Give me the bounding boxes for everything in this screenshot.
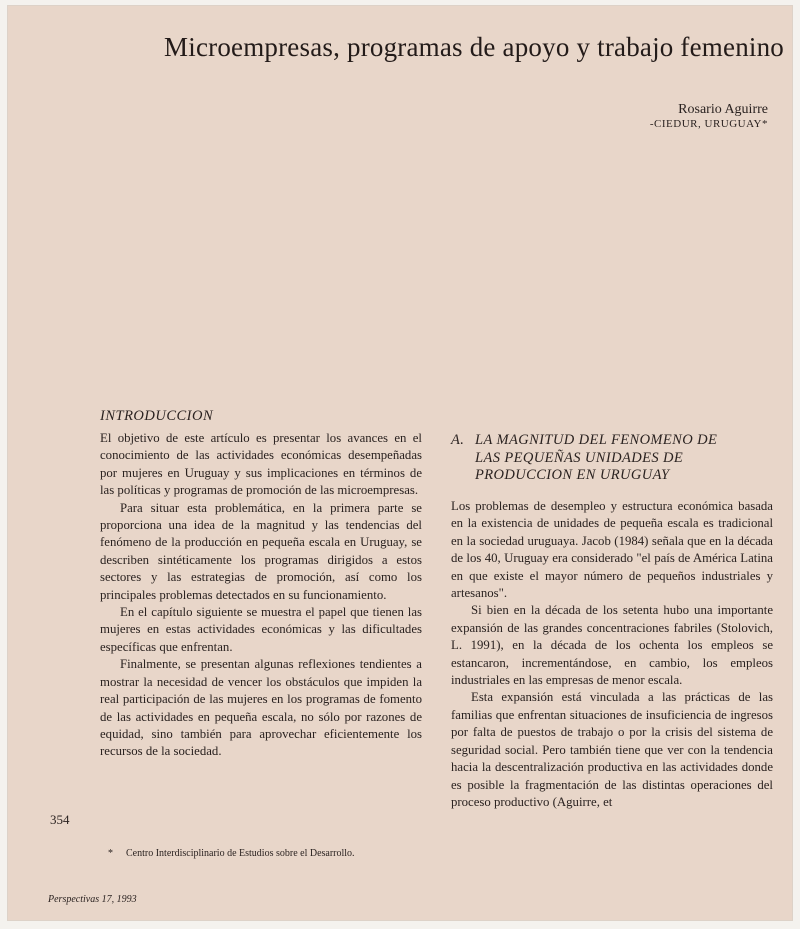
heading-line: PRODUCCION EN URUGUAY [475,467,670,483]
footnote [108,848,428,859]
paragraph: Finalmente, se presentan algunas reflexiones tendientes a mostrar la necesidad de vencer los obstáculos que impiden la real participación de las mujeres en los programas de fomento de las actividades en pequeña escala, no sólo por razones de equidad, sino también para aprovechar eficientemente los recursos de la sociedad. [100,657,422,759]
section-heading-introduccion: INTRODUCCION [100,408,214,424]
author-affiliation: -CIEDUR, URUGUAY* [649,118,768,130]
paragraph: En el capítulo siguiente se muestra el papel que tienen las mujeres en estas actividades económicas y las dificultades específicas que enfrentan. [100,605,422,654]
paragraph: Los problemas de desempleo y estructura económica basada en la existencia de unidades de pequeña escala es tradicional en la sociedad uruguaya. Jacob (1984) señala que en la década de los 40, Uruguay era considerado "el país de América Latina en que existe el mayor número de pequeños industriales y artesanos". [451,499,773,601]
author-name: Rosario Aguirre [678,102,768,117]
heading-line: LA MAGNITUD DEL FENOMENO DE [475,432,718,448]
section-letter: A. [451,432,465,448]
section-heading-magnitud [451,432,766,485]
article-title: Microempresas, programas de apoyo y trabajo femenino [164,32,784,62]
journal-footer: Perspectivas 17, 1993 [48,894,137,905]
paragraph: Esta expansión está vinculada a las prácticas de las familias que enfrentan situaciones de insuficiencia de ingresos por falta de puestos de trabajo o por la crisis del sistema de seguridad social. Pero también tiene que ver con la tendencia hacia la descentralización productiva en las actividades donde es posible la fragmentación de las distintas operaciones del proceso productivo (Aguirre, et [451,690,773,809]
footnote-mark: * [108,848,113,859]
left-column [100,430,422,761]
journal-page [8,6,792,920]
heading-line: LAS PEQUEÑAS UNIDADES DE [475,449,684,466]
footnote-text: Centro Interdisciplinario de Estudios sobre el Desarrollo. [126,848,355,859]
paragraph: El objetivo de este artículo es presentar los avances en el conocimiento de las actividades económicas desempeñadas por mujeres en Uruguay y sus implicaciones en términos de las políticas y programas de promoción de las microempresas. [100,431,422,498]
paragraph: Para situar esta problemática, en la primera parte se proporciona una idea de la magnitud y las tendencias del fenómeno de la producción en pequeña escala en Uruguay, se describen sintéticamente los programas dirigidos a estos sectores y las estrategias de promoción, así como los principales problemas detectados en su funcionamiento. [100,500,422,602]
paragraph: Si bien en la década de los setenta hubo una importante expansión de las grandes concentraciones fabriles (Stolovich, L. 1991), en la década de los ochenta los empleos se estancaron, incrementándose, en cambio, los empleos industriales en las empresas de menor escala. [451,603,773,688]
author-block [650,102,768,130]
page-number: 354 [50,812,70,827]
right-column [451,498,773,811]
